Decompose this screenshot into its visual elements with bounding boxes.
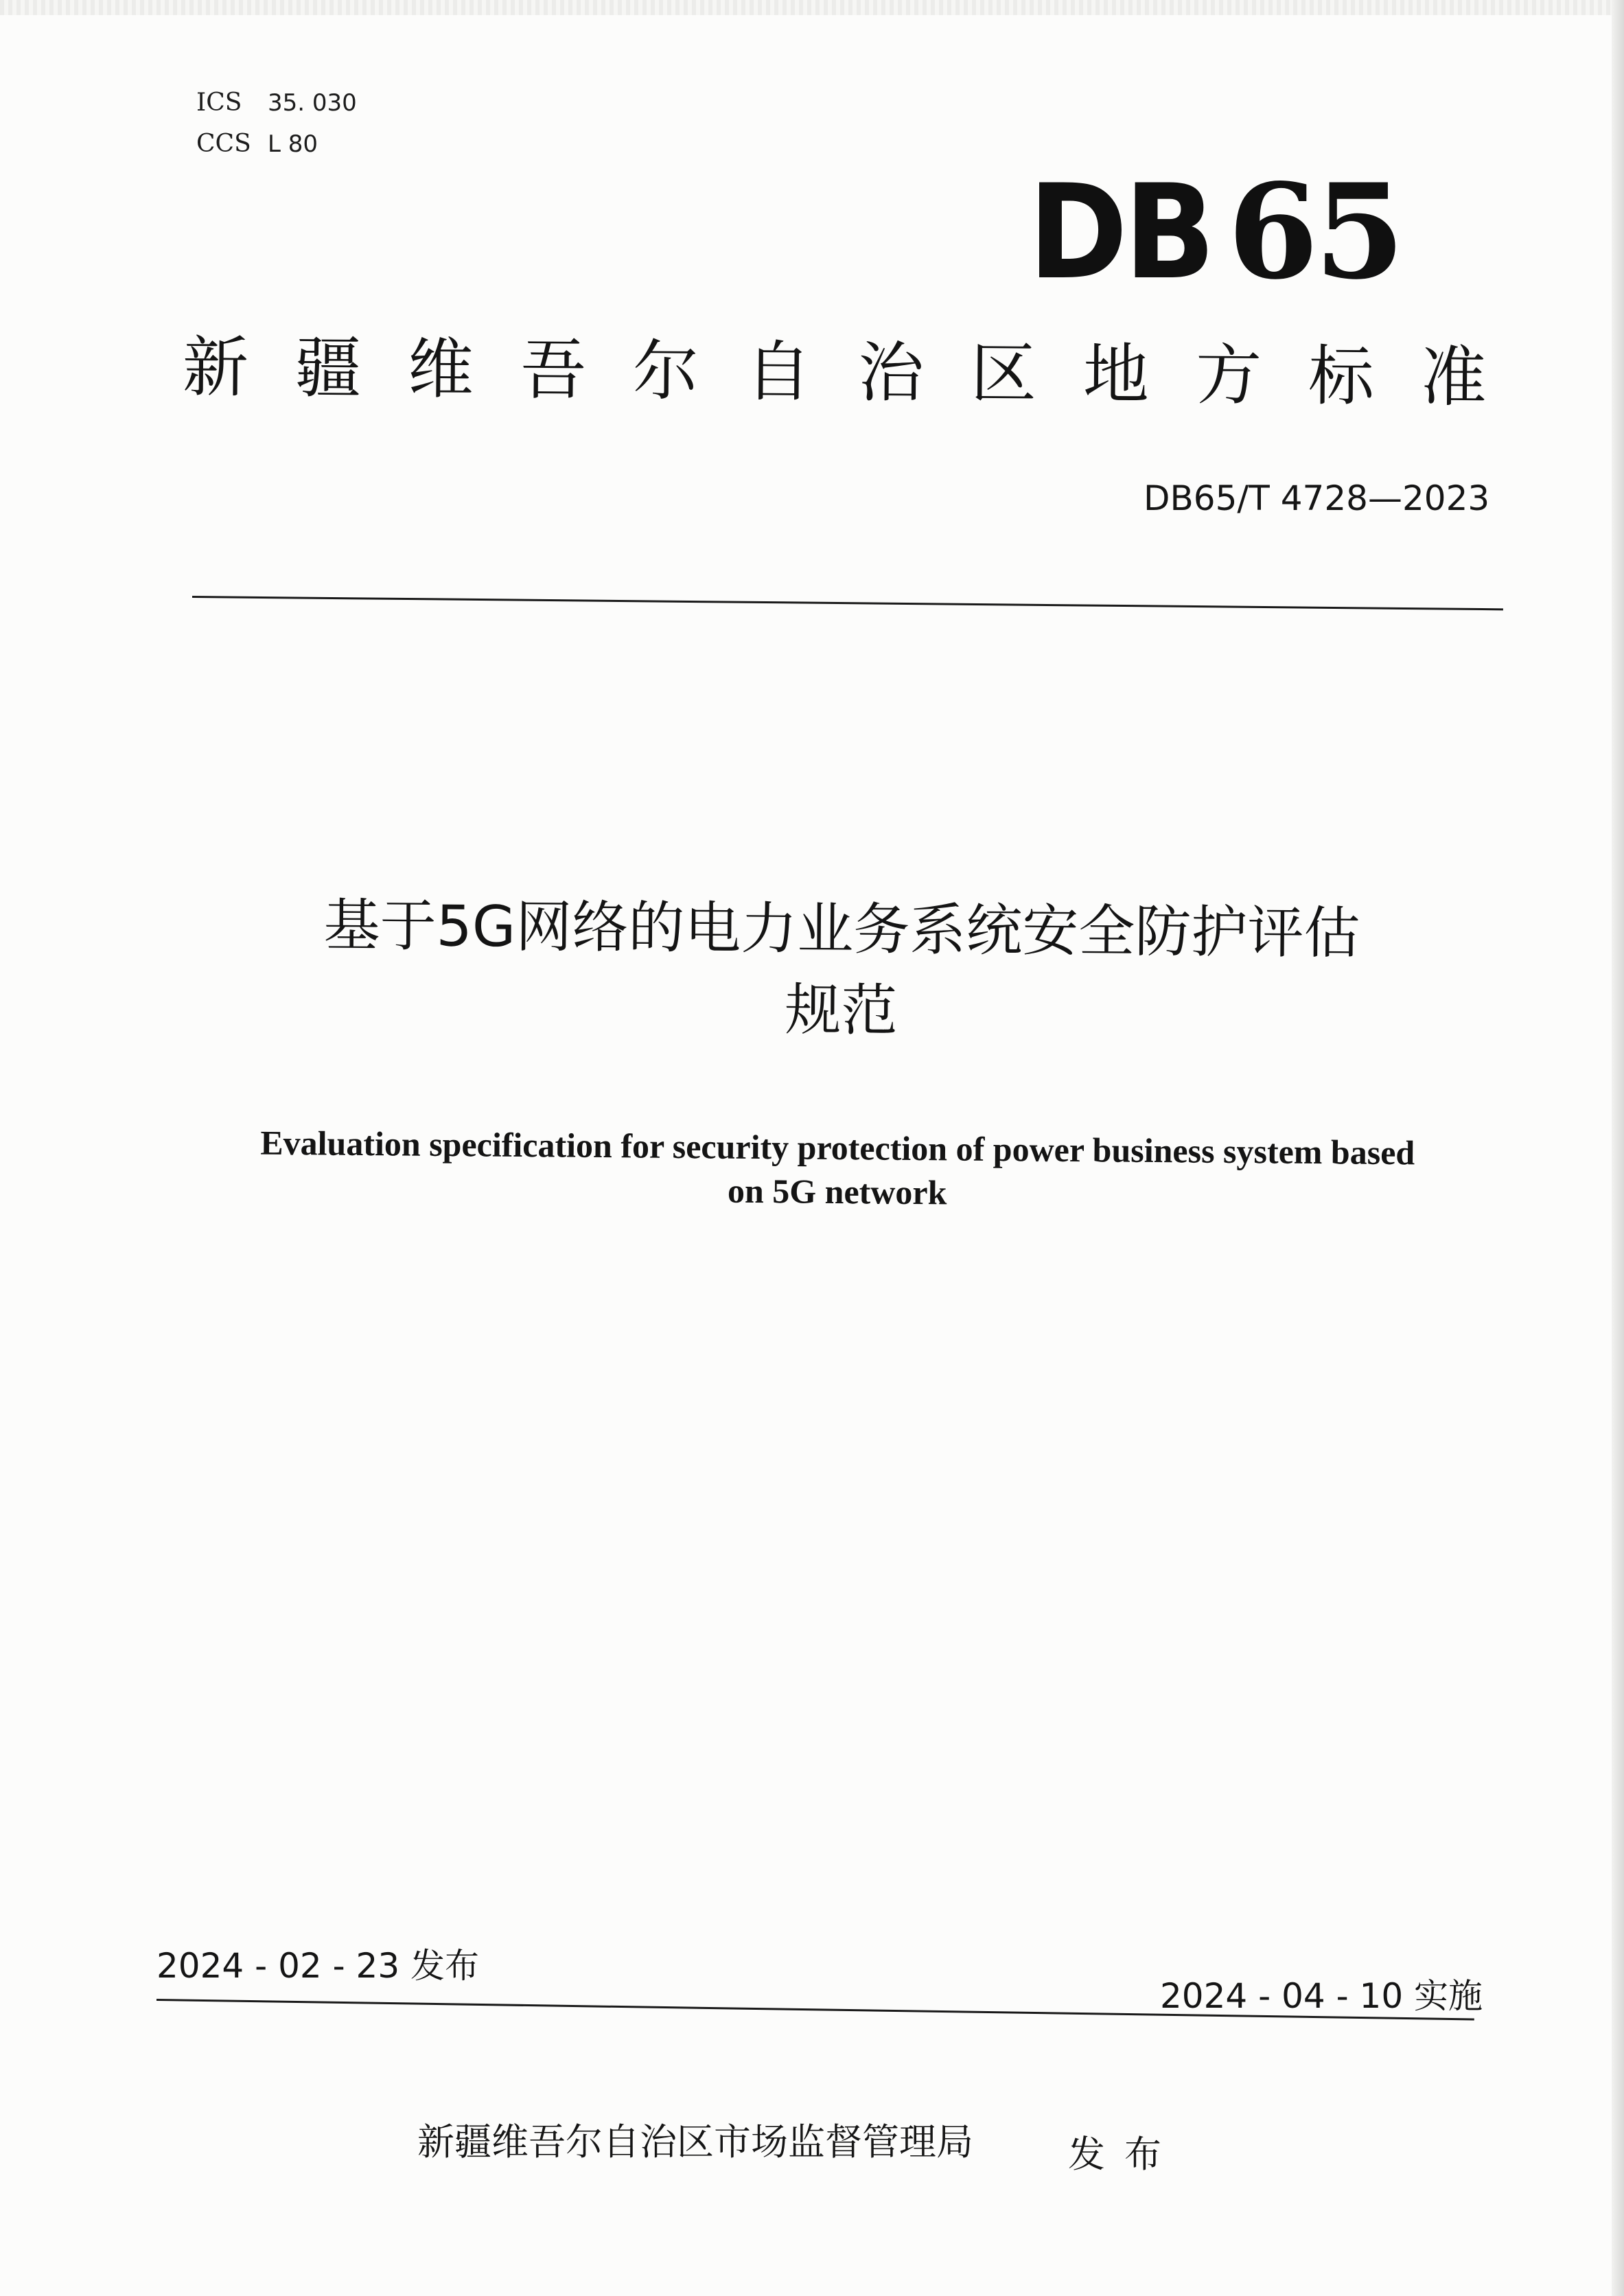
- db-logo-number: 65: [1227, 155, 1401, 308]
- header-divider: [192, 596, 1503, 610]
- chinese-title: [182, 884, 1501, 1056]
- effective-date: 2024 - 04 - 10 实施: [1160, 1976, 1483, 2016]
- db65-logo: [1028, 155, 1401, 308]
- scan-edge-top: [0, 0, 1624, 15]
- publisher-name: 新疆维吾尔自治区市场监督管理局: [417, 2120, 973, 2164]
- english-title-line-1: Evaluation specification for security protection of power business system based: [260, 1123, 1415, 1172]
- english-title: [185, 1120, 1489, 1220]
- ccs-classification: [196, 129, 318, 159]
- ics-label: ICS: [196, 89, 242, 117]
- chinese-title-line-1: 基于5G网络的电力业务系统安全防护评估: [323, 893, 1360, 966]
- region-standard-title: 新疆维吾尔自治区地方标准: [182, 329, 1534, 417]
- english-title-line-2: on 5G network: [727, 1171, 947, 1212]
- ccs-value: L 80: [268, 130, 318, 158]
- ics-value: 35. 030: [268, 89, 357, 117]
- standard-number: DB65/T 4728—2023: [1144, 478, 1490, 518]
- ccs-label: CCS: [196, 130, 251, 158]
- publish-label: 发布: [1068, 2133, 1181, 2176]
- issue-date: 2024 - 02 - 23 发布: [156, 1946, 480, 1986]
- db-logo-prefix: DB: [1028, 156, 1212, 308]
- ics-classification: [196, 88, 357, 118]
- chinese-title-line-2: 规范: [785, 977, 898, 1044]
- scan-edge-right: [1612, 0, 1624, 2296]
